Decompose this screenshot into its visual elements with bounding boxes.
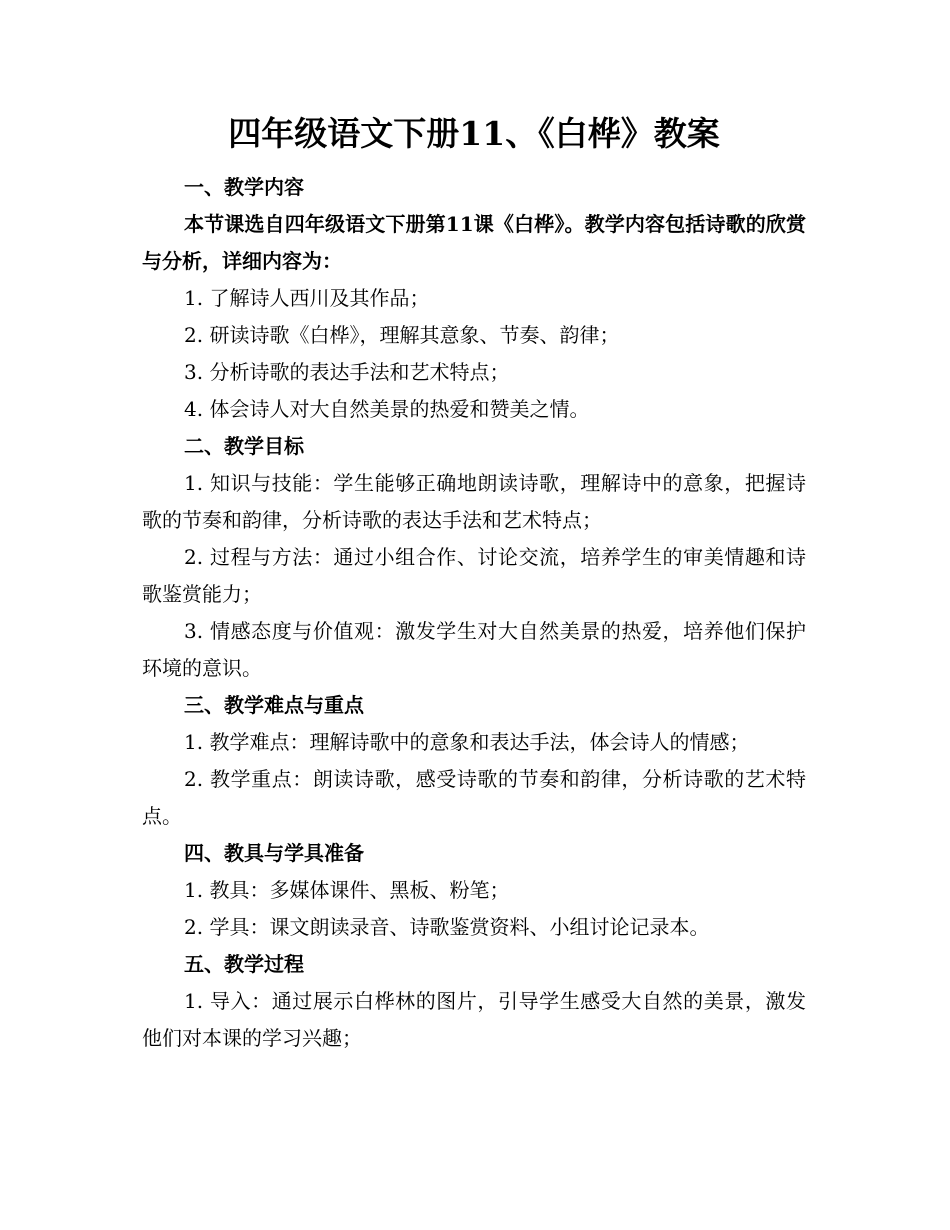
section-heading: 五、教学过程 [184,952,304,976]
content-item: 1. 了解诗人西川及其作品； [184,286,430,310]
tools-item: 1. 教具：多媒体课件、黑板、粉笔； [184,878,510,902]
content-item: 2. 研读诗歌《白桦》，理解其意象、节奏、韵律； [184,323,620,347]
document-body [142,169,806,1057]
content-item: 4. 体会诗人对大自然美景的热爱和赞美之情。 [184,397,590,421]
content-item: 3. 分析诗歌的表达手法和艺术特点； [184,360,510,384]
section-heading: 一、教学内容 [184,175,304,199]
intro-paragraph: 本节课选自四年级语文下册第11课《白桦》。教学内容包括诗歌的欣赏与分析，详细内容为： [142,212,806,273]
focus-item: 2. 教学重点：朗读诗歌，感受诗歌的节奏和韵律，分析诗歌的艺术特点。 [142,767,806,828]
process-item: 1. 导入：通过展示白桦林的图片，引导学生感受大自然的美景，激发他们对本课的学习兴趣； [142,989,806,1050]
section-heading: 三、教学难点与重点 [184,693,364,717]
document-title: 四年级语文下册11、《白桦》教案 [228,114,720,153]
document-page [142,108,806,1057]
difficulty-item: 1. 教学难点：理解诗歌中的意象和表达手法，体会诗人的情感； [184,730,750,754]
tools-item: 2. 学具：课文朗读录音、诗歌鉴赏资料、小组讨论记录本。 [184,915,710,939]
objective-item: 3. 情感态度与价值观：激发学生对大自然美景的热爱，培养他们保护环境的意识。 [142,619,806,680]
objective-item: 2. 过程与方法：通过小组合作、讨论交流，培养学生的审美情趣和诗歌鉴赏能力； [142,545,806,606]
section-heading: 二、教学目标 [184,434,304,458]
objective-item: 1. 知识与技能：学生能够正确地朗读诗歌，理解诗中的意象，把握诗歌的节奏和韵律，分析诗歌的表达手法和艺术特点； [142,471,806,532]
section-heading: 四、教具与学具准备 [184,841,364,865]
